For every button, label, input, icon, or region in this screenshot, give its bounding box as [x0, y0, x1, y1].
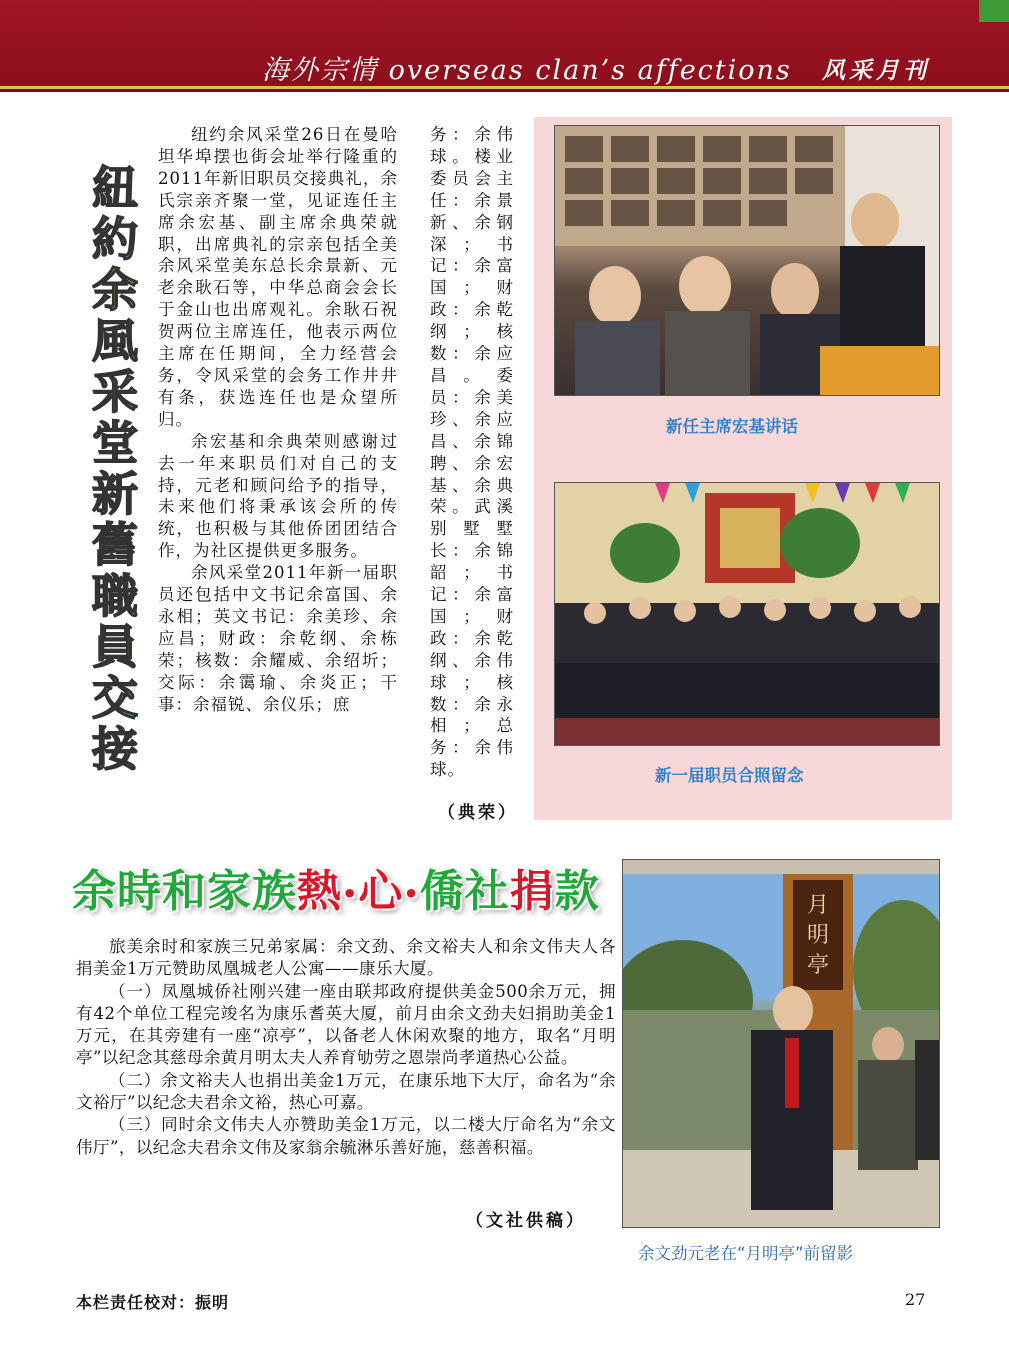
photo-chairman-speech-graphic	[555, 126, 939, 395]
title-char: 約	[92, 212, 138, 266]
headline-part: •	[342, 880, 359, 908]
headline-part: 余時和家族	[72, 866, 297, 917]
photo-group-portrait	[554, 482, 940, 746]
article2-paragraph: （二）余文裕夫人也捐出美金1万元，在康乐地下大厅，命名为“余文裕厅”以纪念夫君余文裕，热心可嘉。	[76, 1070, 616, 1113]
pavilion-sign-char: 月	[806, 893, 830, 918]
title-char: 舊	[92, 518, 138, 572]
headline-part: 熱	[297, 866, 342, 917]
title-char: 紐	[92, 161, 138, 215]
title-char: 接	[92, 722, 138, 776]
article1-paragraph: 务：余伟球。楼业委员会主任：余景新、余钢深；书记：余富国；财政：余乾纲；核数：余应昌。委员：余美珍、余应昌、余锦聘、余宏基、余典荣。武溪别墅墅长：余锦韶；书记：余富国；财政：余乾纲、余伟球；核数：余永相；总务：余伟球。	[430, 125, 514, 780]
headline-part: 僑社	[419, 866, 510, 917]
title-char: 新	[92, 467, 138, 521]
title-char: 余	[92, 263, 138, 317]
title-char: 交	[92, 671, 138, 725]
page-number: 27	[905, 1290, 926, 1309]
title-char: 采	[92, 365, 138, 419]
article2-paragraph: 旅美余时和家族三兄弟家属：余文劲、余文裕夫人和余文伟夫人各捐美金1万元赞助凤凰城老人公寓——康乐大厦。	[76, 937, 616, 979]
photo2-caption: 新一届职员合照留念	[655, 766, 804, 785]
title-char: 職	[92, 569, 138, 623]
photo-chairman-speech	[554, 125, 940, 396]
headline-part: 捐	[509, 866, 555, 917]
pavilion-sign-char: 亭	[806, 953, 830, 978]
photo3-caption: 余文劲元老在“月明亭”前留影	[638, 1244, 854, 1263]
header-rule	[0, 89, 1009, 92]
photo-pavilion	[622, 859, 940, 1228]
headline-part: 款	[554, 866, 600, 917]
article2-paragraph: （三）同时余文伟夫人亦赞助美金1万元，以二楼大厅命名为“余文伟厅”，以纪念夫君余文伟及家翁余毓淋乐善好施，慈善积福。	[76, 1115, 616, 1157]
article1-credit: （典荣）	[438, 803, 518, 823]
magazine-name: 风采月刊	[822, 57, 930, 84]
photo-pavilion-graphic	[623, 860, 939, 1227]
title-char: 堂	[92, 416, 138, 470]
article2-body	[76, 936, 616, 1159]
photo1-caption: 新任主席宏基讲话	[666, 417, 798, 436]
title-char: 風	[92, 314, 138, 368]
headline-part: 心	[358, 866, 404, 917]
article2-paragraph: （一）凤凰城侨社刚兴建一座由联邦政府提供美金500余万元，拥有42个单位工程完竣名为康乐耆英大厦，前月由余文劲夫妇捐助美金1万元，在其旁建有一座“凉亭”，以备老人休闲欢聚的地方，取名“月明亭”以纪念其慈母余黄月明太夫人养育劬劳之恩崇尚孝道热心公益。	[76, 981, 616, 1068]
article1-paragraph: 纽约余风采堂26日在曼哈坦华埠摆也街会址举行隆重的2011年新旧职员交接典礼，余氏宗亲齐聚一堂，见证连任主席余宏基、副主席余典荣就职，出席典礼的宗亲包括全美余风采堂美东总长余景新、元老余耿石等，中华总商会会长于金山也出席观礼。余耿石祝贺两位主席连任，他表示两位主席在任期间，全力经营会务，令风采堂的会务工作井井有条，获选连任也是众望所归。	[158, 125, 398, 429]
pavilion-sign-char: 明	[806, 923, 830, 948]
photo-group-portrait-graphic	[555, 483, 939, 745]
article1-column-1	[158, 124, 398, 715]
article1-paragraph: 余风采堂2011年新一届职员还包括中文书记余富国、余永相；英文书记：余美珍、余应昌；财政：余乾纲、余栋荣；核数：余耀威、余绍圻；交际：余霭瑜、余炎正；干事：余福锐、余仪乐；庶	[158, 563, 398, 714]
headline-part: •	[403, 880, 420, 908]
article2-headline	[72, 855, 600, 919]
article2-credit: （文社供稿）	[466, 1211, 586, 1231]
article1-paragraph: 余宏基和余典荣则感谢过去一年来职员们对自己的支持，元老和顾问给予的指导，未来他们将秉承该会所的传统，也积极与其他侨团团结合作，为社区提供更多服务。	[158, 431, 398, 561]
title-char: 員	[92, 620, 138, 674]
corner-accent	[979, 0, 1009, 22]
section-title: 海外宗情 overseas clan’s affections	[262, 55, 792, 86]
article1-column-2	[430, 124, 514, 781]
footer-proofreader: 本栏责任校对：振明	[76, 1293, 230, 1312]
article1-vertical-title	[84, 163, 146, 775]
